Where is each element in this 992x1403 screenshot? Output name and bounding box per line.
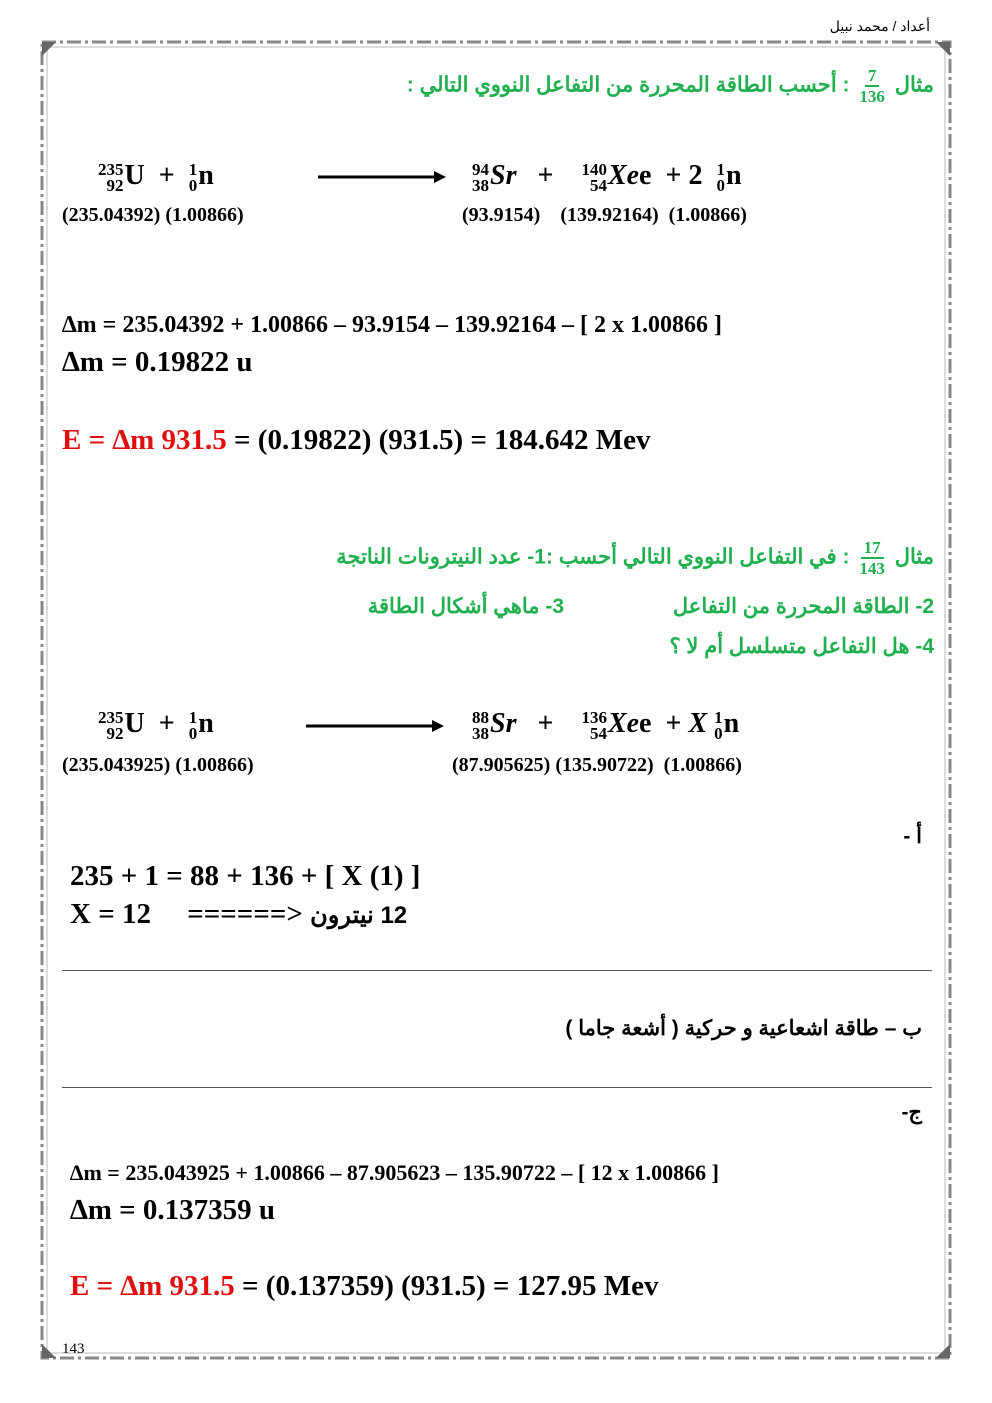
- example1-title: [407, 66, 934, 106]
- example1-den: 136: [859, 87, 885, 106]
- part-a-line1: 235 + 1 = 88 + 136 + [ X (1) ]: [70, 860, 421, 892]
- example1-energy: [62, 424, 650, 457]
- u-isotope: 235 92: [98, 159, 124, 195]
- example2-masses-right: (87.905625) (135.90722) (1.00866): [452, 754, 742, 776]
- example2-q3: 3- ماهي أشكال الطاقة: [367, 595, 564, 618]
- part-a-label: أ -: [903, 825, 922, 848]
- example2-num: 17: [861, 538, 884, 559]
- author-credit: أعداد / محمد نبيل: [829, 18, 930, 34]
- example1-num: 7: [865, 66, 880, 87]
- part-c-label: ج-: [901, 1101, 922, 1124]
- example2-title-text: : في التفاعل النووي التالي أحسب :1- عدد النيترونات الناتجة: [336, 545, 850, 569]
- example2-fraction: [859, 538, 885, 578]
- example1-energy-rest: = (0.19822) (931.5) = 184.642 Mev: [226, 424, 651, 456]
- example1-fraction: [859, 66, 885, 106]
- part-a-answer: X = 12 ======>: [70, 898, 303, 930]
- example1-delta-line1: ∆m = 235.04392 + 1.00866 – 93.9154 – 139.92164 – [ 2 x 1.00866 ]: [62, 312, 723, 338]
- example1-title-text: : أحسب الطاقة المحررة من التفاعل النووي التالي :: [406, 73, 850, 97]
- part-a-line2: [70, 898, 407, 931]
- part-a-neutrons: 12 نيترون: [310, 902, 408, 929]
- part-b: ب – طاقة اشعاعية و حركية ( أشعة جاما ): [565, 1017, 922, 1040]
- n-isotope-2: 1 0: [716, 159, 725, 195]
- sr-isotope: 88 38: [472, 707, 489, 743]
- example2-products: 88 38 Sr + 136 54 Xee + X 1 0 n: [472, 707, 740, 743]
- example2-delta-line2: ∆m = 0.137359 u: [70, 1194, 276, 1226]
- sr-isotope: 94 38: [472, 159, 489, 195]
- example2-delta-line1: ∆m = 235.043925 + 1.00866 – 87.905623 – 135.90722 – [ 12 x 1.00866 ]: [70, 1160, 720, 1185]
- example2-q4: 4- هل التفاعل متسلسل أم لا ؟: [669, 635, 934, 658]
- divider-2: [62, 1087, 932, 1088]
- u-isotope: 235 92: [98, 707, 124, 743]
- example1-masses-right: (93.9154) (139.92164) (1.00866): [462, 204, 747, 226]
- n-isotope: 1 0: [188, 159, 198, 195]
- xe-isotope: 136 54: [581, 707, 607, 743]
- example2-title: [336, 538, 934, 578]
- example1-masses-left: (235.04392) (1.00866): [62, 204, 244, 226]
- example2-energy-rest: = (0.137359) (931.5) = 127.95 Mev: [234, 1270, 659, 1302]
- example2-den: 143: [859, 559, 885, 578]
- divider-1: [62, 970, 932, 971]
- reaction-arrow: [306, 718, 444, 734]
- example1-products: 94 38 Sr + 140 54 Xee + 2 1 0 n: [472, 159, 742, 195]
- n-isotope: 1 0: [188, 707, 198, 743]
- page-number: 143: [62, 1341, 85, 1357]
- n-isotope-2: 1 0: [714, 707, 723, 743]
- example1-reactants: 235 92 U + 1 0 n: [98, 159, 214, 195]
- example2-energy: [70, 1270, 658, 1303]
- example1-prefix: مثال: [894, 73, 934, 97]
- example1-delta-line2: ∆m = 0.19822 u: [62, 346, 253, 378]
- xe-isotope: 140 54: [581, 159, 607, 195]
- example1-energy-red: E = ∆m 931.5: [62, 424, 227, 456]
- example2-masses-left: (235.043925) (1.00866): [62, 754, 254, 776]
- example2-prefix: مثال: [894, 545, 934, 569]
- reaction-arrow: [318, 169, 446, 185]
- example2-q2: 2- الطاقة المحررة من التفاعل: [672, 595, 934, 618]
- example2-reactants: 235 92 U + 1 0 n: [98, 707, 214, 743]
- example2-energy-red: E = ∆m 931.5: [70, 1270, 235, 1302]
